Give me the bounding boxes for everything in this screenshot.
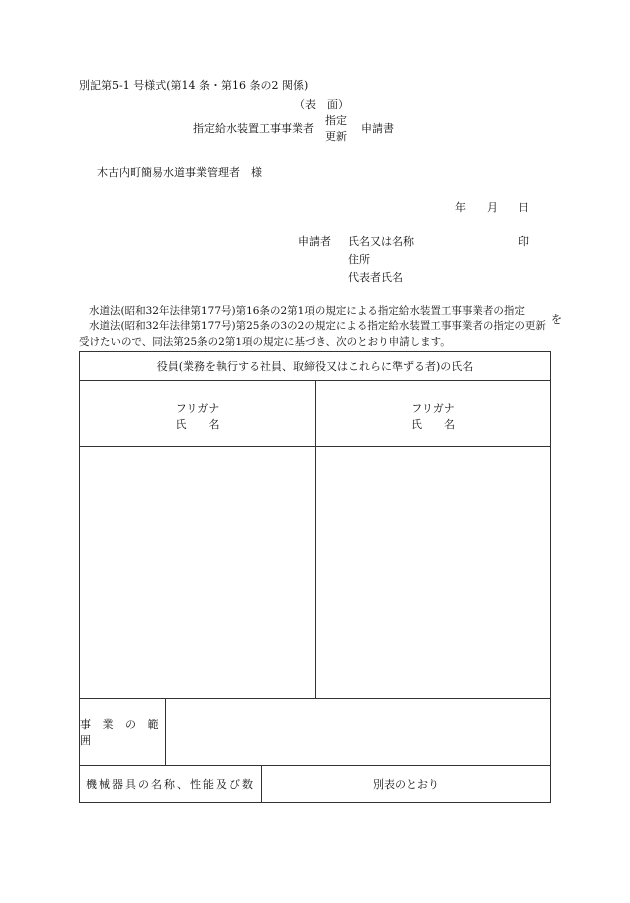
title-option-renewal: 更新 — [325, 130, 347, 143]
application-table — [79, 351, 551, 803]
officers-header-row — [80, 352, 550, 381]
body-line-request: 受けたいので、同法第25条の2第1項の規定に基づき、次のとおり申請します。 — [79, 336, 451, 348]
officers-left-column — [80, 381, 316, 698]
title-prefix: 指定給水装置工事事業者 — [193, 122, 314, 135]
body-line-designation: 水道法(昭和32年法律第177号)第16条の2第1項の規定による指定給水装置工事事業者の指定 — [89, 305, 525, 317]
business-scope-row — [80, 699, 550, 766]
applicant-label: 申請者 — [298, 235, 331, 248]
officers-names-row — [80, 381, 550, 699]
right-name-header — [316, 381, 550, 447]
left-name-label: 氏 名 — [175, 418, 220, 431]
title-option-designation: 指定 — [325, 114, 347, 127]
applicant-address-label: 住所 — [348, 253, 370, 266]
right-furigana-label: フリガナ — [411, 402, 455, 415]
business-scope-field[interactable] — [166, 699, 550, 765]
date-month: 月 — [487, 201, 498, 214]
form-number: 別記第5-1 号様式(第14 条・第16 条の2 関係) — [79, 79, 309, 92]
body-particle: を — [551, 313, 562, 326]
equipment-row — [80, 766, 550, 802]
left-name-field[interactable] — [80, 447, 315, 698]
date-day: 日 — [518, 201, 529, 214]
applicant-representative-label: 代表者氏名 — [348, 271, 403, 284]
side-label: （表 面） — [294, 98, 349, 111]
seal-mark: 印 — [518, 235, 529, 248]
officers-header: 役員(業務を執行する社員、取締役又はこれらに準ずる者)の氏名 — [156, 360, 474, 373]
left-furigana-label: フリガナ — [175, 402, 220, 415]
left-name-header — [80, 381, 315, 447]
applicant-name-label: 氏名又は名称 — [348, 235, 414, 248]
date-year: 年 — [455, 201, 466, 214]
addressee: 木古内町簡易水道事業管理者 様 — [97, 166, 262, 179]
equipment-value: 別表のとおり — [373, 778, 439, 791]
right-name-label: 氏 名 — [411, 418, 455, 431]
right-name-field[interactable] — [316, 447, 550, 698]
business-scope-label: 事 業 の 範 囲 — [80, 699, 166, 765]
officers-right-column — [316, 381, 550, 698]
body-line-renewal: 水道法(昭和32年法律第177号)第25条の3の2の規定による指定給水装置工事事業者の指定の更新 — [89, 320, 546, 332]
equipment-label: 機械器具の名称、性能及び数 — [80, 766, 262, 802]
title-suffix: 申請書 — [361, 122, 394, 135]
